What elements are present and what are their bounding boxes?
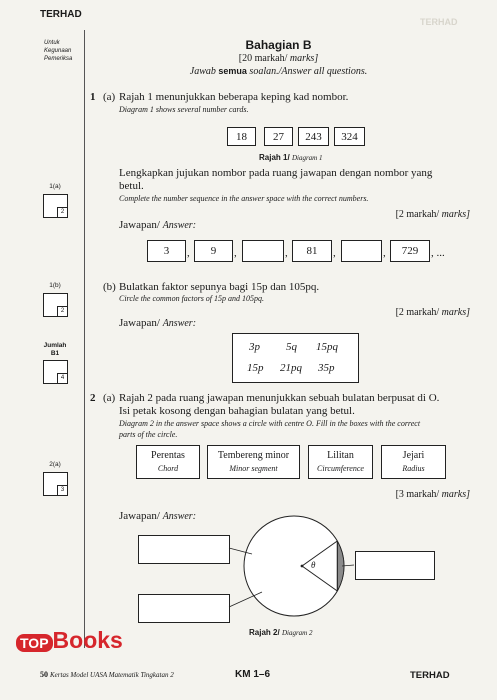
q2a-text-en-line2: parts of the circle. [119,430,178,439]
q2a-text-line1: Rajah 2 pada ruang jawapan menunjukkan sebuah bulatan berpusat di O. [119,392,440,404]
factor-option[interactable]: 15pq [316,341,338,353]
footer-code: KM 1–6 [235,669,271,680]
diagram-2-caption: Rajah 2/ Diagram 2 [249,628,313,637]
part-label-2a: (a) [103,392,116,404]
centre-point [301,565,304,568]
q1a-task-en: Complete the number sequence in the answer space with the correct numbers. [119,194,369,203]
term-circumference: Lilitan Circumference [308,445,373,479]
q1a-answer-label: Jawapan/ Answer: [119,219,197,231]
q1a-task-line2: betul. [119,180,144,192]
sequence-box: 729 [390,240,430,262]
sequence-ellipsis: , ... [431,247,445,259]
angle-theta: θ [311,560,316,570]
footer-restricted: TERHAD [410,670,450,681]
header-restricted: TERHAD [40,9,82,20]
q2a-text-en-line1: Diagram 2 in the answer space shows a circle with centre O. Fill in the boxes with the correct [119,419,421,428]
q2a-answer-label: Jawapan/ Answer: [119,510,197,522]
sequence-comma: , [187,247,190,259]
q1a-task-line1: Lengkapkan jujukan nombor pada ruang jawapan dengan nombor yang [119,167,433,179]
q1a-text-en: Diagram 1 shows several number cards. [119,105,249,114]
term-radius: Jejari Radius [381,445,446,479]
section-title: Bahagian B [245,38,312,52]
factor-option[interactable]: 21pq [280,362,302,374]
number-card: 324 [334,127,365,146]
number-card: 27 [264,127,293,146]
number-card: 243 [298,127,329,146]
sequence-comma: , [285,247,288,259]
sequence-comma: , [234,247,237,259]
factor-option[interactable]: 3p [249,341,260,353]
mark-box-1a: 2 [43,194,68,218]
q1b-text: Bulatkan faktor sepunya bagi 15p dan 105pq. [119,281,320,293]
section-marks: [20 markah/ marks] [238,53,319,64]
q1a-marks: [2 markah/ marks] [395,209,470,220]
q2a-marks: [3 markah/ marks] [395,489,470,500]
mark-label-2a: 2(a) [49,461,61,468]
term-minor-segment: Tembereng minor Minor segment [207,445,300,479]
sequence-box: 81 [292,240,332,262]
q1b-marks: [2 markah/ marks] [395,307,470,318]
q2a-text-line2: Isi petak kosong dengan bahagian bulatan yang betul. [119,405,355,417]
diagram-1-caption: Rajah 1/ Diagram 1 [259,153,323,162]
term-chord: Perentas Chord [136,445,200,479]
mark-box-total: 4 [43,360,68,384]
examiner-note: Untuk Kegunaan Pemeriksa [44,40,73,62]
q1b-answer-label: Jawapan/ Answer: [119,317,197,329]
mark-label-1a: 1(a) [49,183,61,190]
question-number-1: 1 [90,91,96,103]
mark-label-1b: 1(b) [49,282,61,289]
mark-label-total: Jumlah B1 [43,342,67,357]
sequence-comma: , [333,247,336,259]
number-card: 18 [227,127,256,146]
part-label-1a: (a) [103,91,116,103]
mark-box-2a: 3 [43,472,68,496]
section-instructions: Jawab semua soalan./Answer all questions. [189,66,368,77]
question-number-2: 2 [90,392,96,404]
q1b-text-en: Circle the common factors of 15p and 105pq. [119,294,265,303]
part-label-1b: (b) [103,281,116,293]
factor-option[interactable]: 35p [318,362,335,374]
factor-option[interactable]: 15p [247,362,264,374]
footer-book-title: 50 Kertas Model UASA Matematik Tingkatan 2 [40,670,174,679]
mark-box-1b: 2 [43,293,68,317]
sequence-box: 9 [194,240,233,262]
factor-option[interactable]: 5q [286,341,297,353]
circle-outline [244,516,344,616]
sequence-box: 3 [147,240,186,262]
sequence-comma: , [383,247,386,259]
topbooks-logo: TOP Books [16,630,123,653]
q1a-text: Rajah 1 menunjukkan beberapa keping kad nombor. [119,91,349,103]
header-bleed-through: TERHAD [420,17,458,27]
